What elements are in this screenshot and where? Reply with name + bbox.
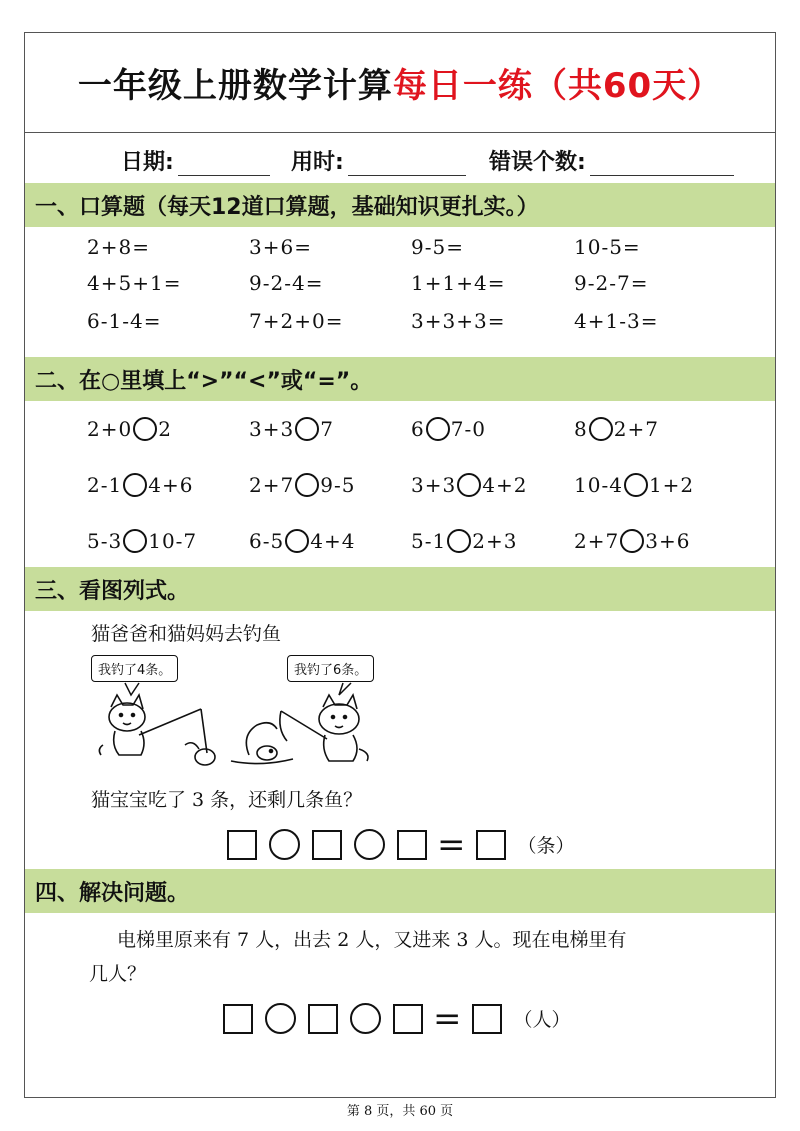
result-box[interactable] [476,830,506,860]
speech-bubble-left: 我钓了4条。 [91,655,178,682]
compare-circle[interactable] [457,473,481,497]
date-label: 日期: [121,150,174,175]
worksheet [24,32,776,1098]
time-blank[interactable] [348,151,466,176]
compare-circle[interactable] [123,473,147,497]
date-blank[interactable] [178,151,270,176]
compare-circle[interactable] [285,529,309,553]
problem[interactable]: 9-5= [411,235,464,259]
title-main: 一年级上册数学计算 [77,66,393,106]
compare-item: 2+0 2 [87,417,172,441]
picture-intro: 猫爸爸和猫妈妈去钓鱼 [91,623,282,645]
speech-bubble-right: 我钓了6条。 [287,655,374,682]
section-1-heading [25,183,775,227]
compare-grid [25,401,775,561]
info-row [25,133,775,183]
page-footer: 第 8 页，共 60 页 [346,1104,454,1119]
time-label: 用时: [291,150,344,175]
time-field[interactable] [291,145,466,176]
result-box[interactable] [472,1004,502,1034]
operator-circle[interactable] [265,1003,296,1034]
date-field[interactable] [121,145,270,176]
compare-item: 3+3 4+2 [411,473,528,497]
compare-item: 5-1 2+3 [411,529,518,553]
page-title [25,33,775,132]
errors-field[interactable] [489,145,734,176]
picture-question: 猫宝宝吃了 3 条，还剩几条鱼？ [91,789,363,811]
compare-item: 2+7 3+6 [574,529,691,553]
compare-circle[interactable] [295,417,319,441]
problem[interactable]: 1+1+4= [411,271,506,295]
problem[interactable]: 3+3+3= [411,309,506,333]
title-highlight: 每日一练（共60天） [392,66,723,106]
section-4-title: 四、解决问题。 [35,880,190,906]
unit-label: （人） [513,1009,571,1031]
operator-circle[interactable] [269,829,300,860]
compare-item: 6 7-0 [411,417,486,441]
problem[interactable]: 3+6= [249,235,312,259]
compare-item: 10-4 1+2 [574,473,695,497]
problem[interactable]: 6-1-4= [87,309,162,333]
problem[interactable]: 4+5+1= [87,271,182,295]
section-2-heading [25,357,775,401]
compare-item: 2-1 4+6 [87,473,194,497]
compare-circle[interactable] [447,529,471,553]
compare-item: 6-5 4+4 [249,529,356,553]
problem[interactable]: 7+2+0= [249,309,344,333]
section-2-title: 二、在○里填上“>”“<”或“=”。 [35,368,373,394]
section-3-heading [25,567,775,611]
section-1-title: 一、口算题（每天12道口算题，基础知识更扎实。） [35,194,539,220]
problem[interactable]: 9-2-7= [574,271,649,295]
compare-item: 2+7 9-5 [249,473,356,497]
compare-circle[interactable] [133,417,157,441]
compare-circle[interactable] [620,529,644,553]
compare-circle[interactable] [624,473,648,497]
compare-circle[interactable] [123,529,147,553]
problem[interactable]: 2+8= [87,235,150,259]
section-3-title: 三、看图列式。 [35,578,190,604]
compare-circle[interactable] [589,417,613,441]
equation-answer-1 [221,824,575,865]
problem[interactable]: 10-5= [574,235,641,259]
problem[interactable]: 4+1-3= [574,309,659,333]
mental-math-grid [25,227,775,357]
compare-circle[interactable] [295,473,319,497]
errors-label: 错误个数: [489,150,586,175]
equals-sign: = [433,998,462,1039]
errors-blank[interactable] [590,151,734,176]
answer-box[interactable] [397,830,427,860]
answer-box[interactable] [308,1004,338,1034]
cats-fishing-icon [81,649,401,769]
compare-item: 3+3 7 [249,417,334,441]
equation-answer-2 [217,998,571,1039]
problem[interactable]: 9-2-4= [249,271,324,295]
answer-box[interactable] [312,830,342,860]
equals-sign: = [437,824,466,865]
problem-text-line-1: 电梯里原来有 7 人，出去 2 人，又进来 3 人。现在电梯里有 [117,929,627,951]
compare-circle[interactable] [426,417,450,441]
section-4-heading [25,869,775,913]
unit-label: （条） [517,835,575,857]
fishing-illustration [81,649,401,769]
answer-box[interactable] [393,1004,423,1034]
operator-circle[interactable] [354,829,385,860]
answer-box[interactable] [223,1004,253,1034]
compare-item: 5-3 10-7 [87,529,198,553]
answer-box[interactable] [227,830,257,860]
operator-circle[interactable] [350,1003,381,1034]
compare-item: 8 2+7 [574,417,659,441]
problem-text-line-2: 几人？ [89,963,147,985]
